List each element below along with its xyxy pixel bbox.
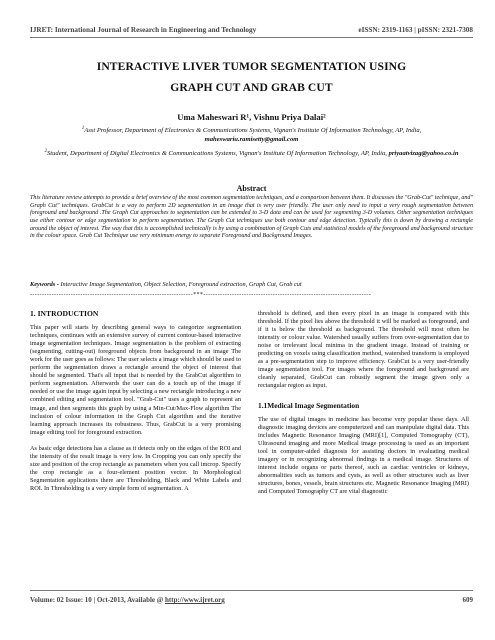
running-footer xyxy=(30,596,473,604)
affiliation-text: Asst Professor, Department of Electronics & Communications Systems, Vignan's Institute Of Information Technology, AP, India, xyxy=(84,127,422,134)
keywords-label: Keywords - xyxy=(30,281,59,288)
paper-title-line-1: INTERACTIVE LIVER TUMOR SEGMENTATION USING xyxy=(96,60,407,73)
footer-volume-text: Volume: 02 Issue: 10 | Oct-2013, Available @ xyxy=(30,596,164,604)
author-email[interactable]: maheswariu.ramisetty@gmail.com xyxy=(204,135,299,143)
paper-title-line-2: GRAPH CUT AND GRAB CUT xyxy=(170,81,333,94)
author-email[interactable]: priyaatvizag@yahoo.co.in xyxy=(388,150,459,157)
footer-volume xyxy=(30,596,225,604)
abstract-heading: Abstract xyxy=(236,184,267,193)
right-column xyxy=(258,310,469,496)
affiliation-mark: 2 xyxy=(44,148,47,154)
journal-url-link[interactable]: http://www.ijret.org xyxy=(165,596,225,604)
journal-name: IJRET: International Journal of Research in Engineering and Technology xyxy=(30,26,257,34)
body-paragraph: The use of digital images in medicine has become very popular these days. All diagnostic imaging devices are computerized and can manipulate digital data. This includes Magnetic Resonance Imaging (MRI)[1], Computed Tomography (CT), Ultrasound imaging and more Medical image processing is used as an important tool in computer-aided diagnosis for assisting doctors in evaluating medical imagery or in recognizing abnormal findings in a medical image. Structures of interest include organs or parts thereof, such as cardiac ventricles or kidneys, abnormalities such as tumors and cysts, as well as other structures such as liver structures, bones, vessels, brain structures etc. Magnetic Resonance Imaging (MRI) and Computed Tomography CT are vital diagnostic xyxy=(258,415,469,495)
header-rule xyxy=(30,37,473,38)
body-paragraph: threshold is defined, and then every pixel in an image is compared with this threshold. If the pixel lies above the threshold it will be marked as foreground, and if it is below the threshold as background. The threshold will most often be intensity or colour value. Watershed usually suffers from over-segmentation due to noise or irrelevant local minima in the gradient image. Instead of training or predicting on voxels using classification method, watershed transform is employed as a pre-segmentation step to improve efficiency. GrabCut is a very user-friendly image segmentation tool. For images where the foreground and background are cleanly separated, GrabCut can robustly segment the image given only a rectangular region as input. xyxy=(258,310,469,390)
running-header xyxy=(30,26,473,34)
subsection-heading-medical-image-segmentation: 1.1Medical Image Segmentation xyxy=(258,401,360,411)
keywords-list: Interactive Image Segmentation, Object Selection, Foreground extraction, Graph Cut, Grab cut xyxy=(60,281,302,288)
author-list: Uma Maheswari R¹, Vishnu Priya Dalai² xyxy=(177,112,326,122)
keywords xyxy=(30,281,473,289)
affiliation-text: Student, Department of Digital Electronics & Communications Systems, Vignan's Institute Of Information Technology, AP, India, xyxy=(46,150,387,157)
page-number: 609 xyxy=(462,596,473,604)
left-column xyxy=(30,310,241,493)
footer-rule xyxy=(30,590,473,591)
affiliation-1 xyxy=(36,127,467,144)
abstract-body: This literature review attempts to provide a brief overview of the most common segmentation techniques, and a comparison between them. It discusses the "Grab-Cut" technique, and" Graph Cut" techniques. GrabCut is a way to perform 2D segmentation in an image that is very user friendly. The user only need to input a very rough segmentation between foreground and background .The Graph Cut approaches to segmentation can be extended to 3-D data and can be used for segmenting 3-D volumes. Other segmentation techniques use either contour or edge segmentation to perform segmentation. The Graph Cut techniques use both contour and edge detection. Typically this is down by drawing a rectangle around the object of interest. The way that this is accomplished technically is by using a combination of Graph Cuts and statistical models of the foreground and background structure in the colour space. Grab Cut Technique use very minimum energy to separate Foreground and Background Images. xyxy=(30,195,473,240)
section-separator: --------------------------------------------------------------------***---------------------------------------------------------------------- xyxy=(30,292,372,298)
issn: eISSN: 2319-1163 | pISSN: 2321-7308 xyxy=(358,26,473,34)
section-heading-introduction: 1. INTRODUCTION xyxy=(30,309,99,318)
affiliation-2 xyxy=(36,150,467,159)
body-paragraph: This paper will starts by describing general ways to categorize segmentation techniques, continues with an extensive survey of current contour-based interactive image segmentation techniques. Image segmentation is the problem of extracting (segmenting, cutting-out) foreground objects from background in an image The work for the user goes as follows: The user selects a image which should be used to perform the segmentation draws a rectangle around the object of interest that should be segmented. That's all input that is needed by the GrabCut algorithm to perform segmentation. Afterwards the user can do a touch up of the image if needed or use the image again input by selecting a new rectangle introducing a new combined editing and segmentation tool. "Grab-Cut" uses a graph to represent an image, and then segments this graph by using a Min-Cut/Max-Flow algorithm The inclusion of colour information in the Graph Cut algorithm and the iterative learning approach increases its robustness. Thus, GrabCut is a very promising image editing tool for foreground extraction. xyxy=(30,324,241,436)
affiliation-mark: 1 xyxy=(81,125,85,131)
body-paragraph: As basic edge detections has a clause as it detects only on the edges of the ROI and the intensity of the result image is very low. In Cropping you can only specify the size and position of the crop rectangle as parameters when you call imcrop. Specify the crop rectangle as a four-element position vector. In Morphological Segmentation applications there are Thresholding, Black and White Labels and ROI. In Thresholding is a very simple form of segmentation. A xyxy=(30,444,241,492)
